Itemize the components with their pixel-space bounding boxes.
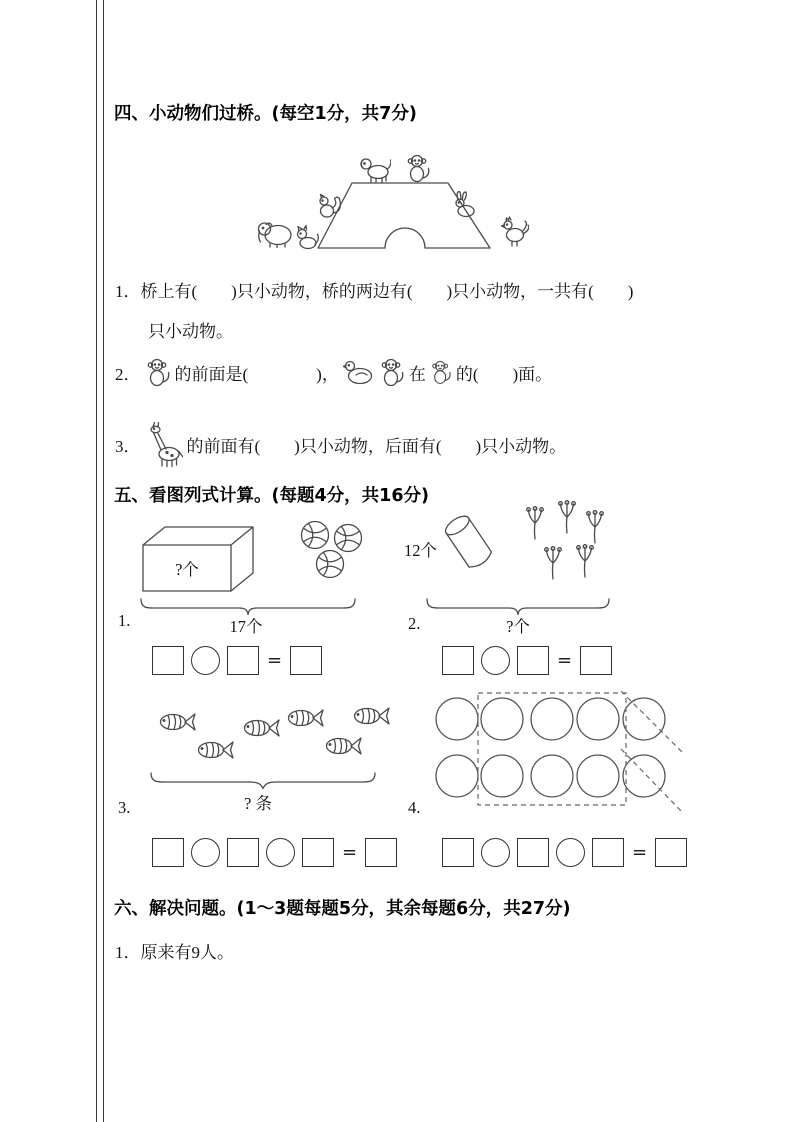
duck-icon: [343, 358, 375, 386]
ball-icon: [300, 520, 330, 550]
answer-box[interactable]: [580, 646, 612, 675]
sprig-icon: [574, 544, 596, 578]
equals-sign: =: [632, 842, 648, 863]
question-3: [115, 420, 566, 468]
elephant-icon: [257, 218, 293, 248]
operator-circle[interactable]: [556, 838, 585, 867]
counters-figure: [432, 688, 688, 820]
answer-box[interactable]: [517, 646, 549, 675]
answer-box[interactable]: [152, 838, 184, 867]
operator-circle[interactable]: [481, 838, 510, 867]
monkey-icon: [379, 357, 405, 387]
section-four-note: (每空1分，共7分): [271, 104, 417, 124]
rabbit-icon: [453, 190, 477, 218]
answer-box[interactable]: [152, 646, 184, 675]
monkey-icon: [145, 357, 171, 387]
question-2-number: 2．: [115, 364, 141, 384]
dog-icon: [359, 153, 391, 183]
box-count-label: ?个: [175, 560, 199, 579]
section-six-title: 六、解决问题。: [114, 899, 237, 919]
operator-circle[interactable]: [191, 646, 220, 675]
section-six-heading: [114, 895, 571, 920]
equals-sign: =: [557, 650, 573, 671]
equation-row-p1: [152, 646, 322, 675]
p3-underbrace: [150, 772, 376, 790]
giraffe-icon: [145, 421, 183, 467]
section-six-question-1: [115, 938, 234, 963]
p2-brace-label: ?个: [506, 617, 530, 636]
cross-out-lines: [621, 691, 683, 813]
answer-box[interactable]: [592, 838, 624, 867]
section-six-note: (1～3题每题5分，其余每题6分，共27分): [236, 899, 571, 919]
p1-brace-label: 17个: [229, 617, 263, 636]
monkey-icon: [405, 153, 431, 183]
p2-count-label: 12个: [404, 541, 437, 560]
p3-number: 3.: [118, 798, 131, 817]
question-2-text-3: 的( )面。: [455, 364, 553, 384]
counter-circles: [436, 698, 665, 797]
operator-circle[interactable]: [266, 838, 295, 867]
section-four-heading: [114, 100, 417, 125]
cylinder-roll-icon: [437, 507, 504, 581]
equals-sign: =: [267, 650, 283, 671]
ball-icon: [315, 549, 345, 579]
answer-box[interactable]: [302, 838, 334, 867]
p1-number: 1.: [118, 611, 131, 630]
section-five-note: (每题4分，共16分): [271, 486, 430, 506]
gift-box-icon: [140, 522, 258, 594]
question-1-number: 1．: [115, 282, 141, 301]
dashed-group-rect: [478, 693, 626, 805]
equation-row-p2: [442, 646, 612, 675]
sprig-icon: [584, 510, 606, 544]
p4-number: 4.: [408, 798, 421, 817]
question-3-number: 3．: [115, 436, 141, 456]
fish-icon: [196, 738, 236, 762]
answer-box[interactable]: [442, 646, 474, 675]
bridge-figure: [255, 148, 555, 260]
operator-circle[interactable]: [481, 646, 510, 675]
question-text: 原来有9人。: [140, 943, 234, 962]
equals-sign: =: [342, 842, 358, 863]
monkey-icon-small: [430, 359, 452, 385]
squirrel-icon: [317, 192, 343, 220]
fish-icon: [158, 710, 198, 734]
answer-box[interactable]: [227, 838, 259, 867]
sprig-icon: [542, 546, 564, 580]
answer-box[interactable]: [365, 838, 397, 867]
fish-icon: [242, 716, 282, 740]
section-five-title: 五、看图列式计算。: [114, 486, 272, 506]
question-2: [115, 352, 552, 392]
operator-circle[interactable]: [191, 838, 220, 867]
p2-number: 2.: [408, 614, 421, 633]
question-1-line-1: [115, 277, 633, 302]
answer-box[interactable]: [442, 838, 474, 867]
cat-icon: [295, 224, 319, 250]
fish-icon: [352, 704, 392, 728]
question-1-text: 桥上有( )只小动物，桥的两边有( )只小动物，一共有( ): [140, 282, 634, 301]
equation-row-p3: [152, 838, 397, 867]
section-four-title: 四、小动物们过桥。: [114, 104, 272, 124]
page-border-line-outer: [96, 0, 97, 1122]
sprig-icon: [524, 506, 546, 540]
fish-icon: [324, 734, 364, 758]
sprig-icon: [556, 500, 578, 534]
fish-icon: [286, 706, 326, 730]
question-number: 1．: [115, 943, 141, 962]
answer-box[interactable]: [290, 646, 322, 675]
rooster-icon: [501, 216, 529, 248]
page-border-line-inner: [103, 0, 104, 1122]
answer-box[interactable]: [227, 646, 259, 675]
question-1-line-2: 只小动物。: [148, 322, 233, 341]
section-five-heading: [114, 482, 429, 507]
question-3-text: 的前面有( )只小动物，后面有( )只小动物。: [186, 436, 567, 456]
p3-brace-label: ? 条: [244, 794, 272, 813]
question-2-text-1: 的前面是( )，: [174, 364, 339, 384]
answer-box[interactable]: [517, 838, 549, 867]
question-2-text-2: 在: [408, 364, 426, 384]
equation-row-p4: [442, 838, 687, 867]
answer-box[interactable]: [655, 838, 687, 867]
